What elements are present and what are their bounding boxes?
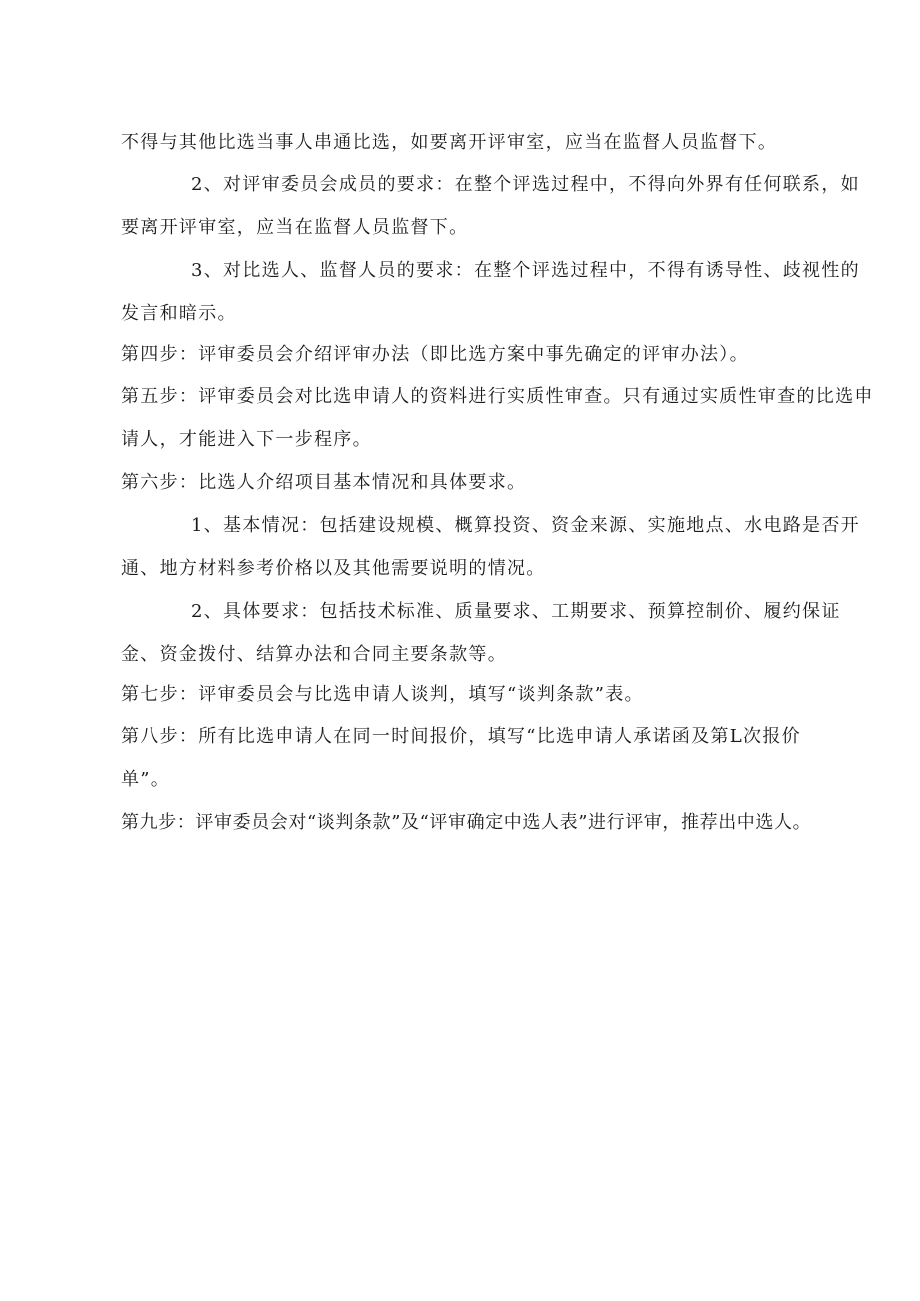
paragraph-continuation: 不得与其他比选当事人串通比选，如要离开评审室，应当在监督人员监督下。: [121, 132, 778, 153]
paragraph-step-eight: 第八步：所有比选申请人在同一时间报价，填写“比选申请人承诺函及第L次报价单”。: [121, 726, 801, 790]
paragraph-step-five: 第五步：评审委员会对比选申请人的资料进行实质性审查。只有通过实质性审查的比选申请人，才能进入下一步程序。: [121, 386, 874, 450]
paragraph-requirement-committee: 2、对评审委员会成员的要求：在整个评选过程中，不得向外界有任何联系，如要离开评审室，应当在监督人员监督下。: [121, 174, 860, 238]
paragraph-step-seven: 第七步：评审委员会与比选申请人谈判，填写“谈判条款”表。: [121, 684, 644, 705]
paragraph-basic-situation: 1、基本情况：包括建设规模、概算投资、资金来源、实施地点、水电路是否开通、地方材料参考价格以及其他需要说明的情况。: [121, 515, 860, 579]
paragraph-specific-requirements: 2、具体要求：包括技术标准、质量要求、工期要求、预算控制价、履约保证金、资金拨付、结算办法和合同主要条款等。: [121, 601, 841, 665]
paragraph-step-four: 第四步：评审委员会介绍评审办法（即比选方案中事先确定的评审办法）。: [121, 344, 749, 365]
paragraph-step-six: 第六步：比选人介绍项目基本情况和具体要求。: [121, 472, 527, 493]
paragraph-step-nine: 第九步：评审委员会对“谈判条款”及“评审确定中选人表”进行评审，推荐出中选人。: [121, 812, 812, 833]
paragraph-requirement-supervisors: 3、对比选人、监督人员的要求：在整个评选过程中，不得有诱导性、歧视性的发言和暗示。: [121, 260, 860, 324]
